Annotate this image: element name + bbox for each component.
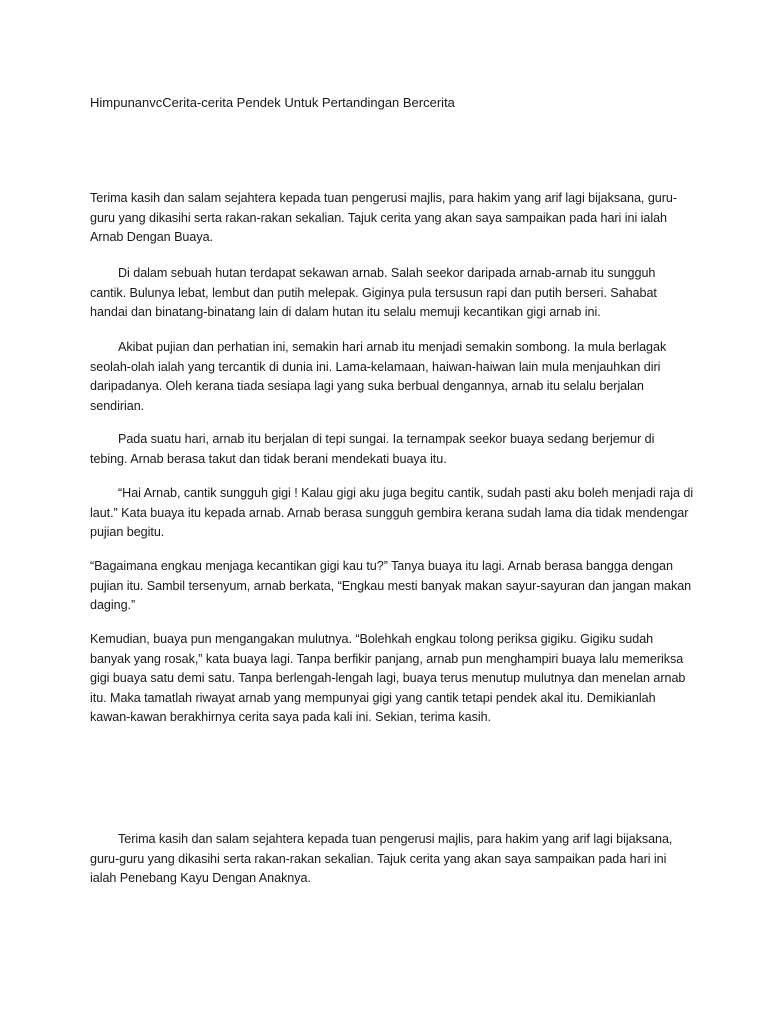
paragraph-second-opening: Terima kasih dan salam sejahtera kepada tuan pengerusi majlis, para hakim yang arif lagi bijaksana, guru-guru yang dikasihi serta rakan-rakan sekalian. Tajuk cerita yang akan saya sampaikan pada hari ini ialah Penebang Kayu Dengan Anaknya. [90,832,673,886]
paragraph-story-6: Kemudian, buaya pun mengangakan mulutnya. “Bolehkah engkau tolong periksa gigiku. Gigiku sudah banyak yang rosak,” kata buaya lagi. Tanpa berfikir panjang, arnab pun menghampiri buaya lalu memeriksa gigi buaya satu demi satu. Tanpa berlengah-lengah lagi, buaya terus menutup mulutnya dan menelan arnab itu. Maka tamatlah riwayat arnab yang mempunyai gigi yang cantik tetapi pendek akal itu. Demikianlah kawan-kawan berakhirnya cerita saya pada kali ini. Sekian, terima kasih. [90,632,686,725]
paragraph-story-4: “Hai Arnab, cantik sungguh gigi ! Kalau gigi aku juga begitu cantik, sudah pasti aku boleh menjadi raja di laut.” Kata buaya itu kepada arnab. Arnab berasa sungguh gembira kerana sudah lama dia tidak mendengar pujian begitu. [90,486,694,540]
paragraph-story-1: Di dalam sebuah hutan terdapat sekawan arnab. Salah seekor daripada arnab-arnab itu sungguh cantik. Bulunya lebat, lembut dan putih melepak. Giginya pula tersusun rapi dan putih berseri. Sahabat handai dan binatang-binatang lain di dalam hutan itu selalu memuji kecantikan gigi arnab ini. [90,266,657,320]
paragraph-story-5: “Bagaimana engkau menjaga kecantikan gigi kau tu?” Tanya buaya itu lagi. Arnab berasa bangga dengan pujian itu. Sambil tersenyum, arnab berkata, “Engkau mesti banyak makan sayur-sayuran dan jangan makan daging.” [90,559,692,613]
paragraph-story-2: Akibat pujian dan perhatian ini, semakin hari arnab itu menjadi semakin sombong. Ia mula berlagak seolah-olah ialah yang tercantik di dunia ini. Lama-kelamaan, haiwan-haiwan lain mula menjauhkan diri daripadanya. Oleh kerana tiada sesiapa lagi yang suka berbual dengannya, arnab itu selalu berjalan sendirian. [90,340,667,413]
paragraph-opening: Terima kasih dan salam sejahtera kepada tuan pengerusi majlis, para hakim yang arif lagi bijaksana, guru-guru yang dikasihi serta rakan-rakan sekalian. Tajuk cerita yang akan saya sampaikan pada hari ini ialah Arnab Dengan Buaya. [90,191,677,245]
document-title: HimpunanvcCerita-cerita Pendek Untuk Pertandingan Bercerita [90,95,455,110]
paragraph-story-3: Pada suatu hari, arnab itu berjalan di tepi sungai. Ia ternampak seekor buaya sedang berjemur di tebing. Arnab berasa takut dan tidak berani mendekati buaya itu. [90,432,655,466]
